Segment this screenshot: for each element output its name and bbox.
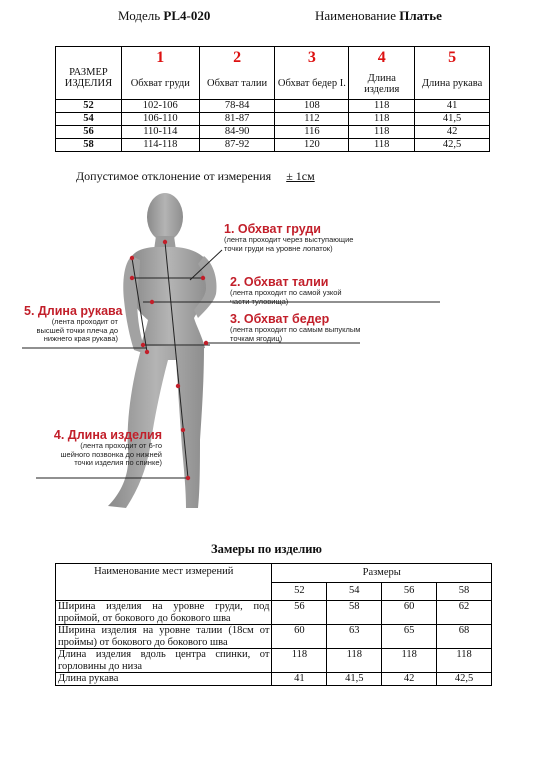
value-cell: 110-114	[121, 126, 199, 139]
table-row	[56, 139, 490, 152]
value-cell: 116	[275, 126, 349, 139]
size-table	[55, 46, 490, 152]
measurements-title: Замеры по изделию	[211, 542, 322, 556]
col-label: Обхват талии	[199, 69, 275, 100]
chest-point	[201, 276, 205, 280]
sleeve-label-desc: высшей точки плеча до	[36, 325, 118, 335]
col-label: Длина рукава	[415, 69, 490, 100]
model-heading	[118, 8, 210, 24]
value-cell: 41,5	[415, 113, 490, 126]
corner-label-line2: ИЗДЕЛИЯ	[64, 78, 113, 89]
value-cell: 81-87	[199, 113, 275, 126]
measurement-value: 41,5	[327, 673, 382, 686]
measurement-value: 60	[382, 601, 437, 625]
measurement-value: 65	[382, 625, 437, 649]
col-number: 1	[121, 47, 199, 70]
length-point	[181, 428, 185, 432]
value-cell: 108	[275, 100, 349, 113]
table-row	[56, 113, 490, 126]
length-label-title: 4. Длина изделия	[53, 428, 162, 442]
value-cell: 118	[349, 100, 415, 113]
hip-point	[141, 343, 145, 347]
col-number: 3	[275, 47, 349, 70]
table-row	[56, 673, 492, 686]
col-number: 2	[199, 47, 275, 70]
measurement-value: 41	[272, 673, 327, 686]
silhouette-head	[147, 193, 183, 241]
size-header-cell: 54	[327, 582, 382, 601]
chest-label-title: 1. Обхват груди	[224, 222, 321, 236]
value-cell: 78-84	[199, 100, 275, 113]
measurement-value: 118	[272, 649, 327, 673]
col-label: Обхват бедер I.	[275, 69, 349, 100]
col-number: 5	[415, 47, 490, 70]
value-cell: 120	[275, 139, 349, 152]
hips-label	[230, 312, 360, 343]
table-row	[56, 601, 492, 625]
measurement-value: 68	[437, 625, 492, 649]
chest-label	[224, 222, 353, 253]
chest-label-desc: точки груди на уровне лопаток)	[224, 243, 333, 253]
measurement-value: 63	[327, 625, 382, 649]
size-corner-header	[56, 47, 122, 100]
size-cell: 58	[56, 139, 122, 152]
measurement-value: 118	[437, 649, 492, 673]
sleeve-end-point	[145, 350, 149, 354]
col-label: Длина изделия	[349, 69, 415, 100]
size-header-cell: 52	[272, 582, 327, 601]
waist-point	[150, 300, 154, 304]
size-cell: 54	[56, 113, 122, 126]
measurement-label: Длина изделия вдоль центра спинки, от горловины до низа	[56, 649, 272, 673]
chest-label-desc: (лента проходит через выступающие	[224, 235, 354, 244]
size-header-cell: 56	[382, 582, 437, 601]
value-cell: 118	[349, 139, 415, 152]
value-cell: 84-90	[199, 126, 275, 139]
value-cell: 118	[349, 126, 415, 139]
length-label-desc: шейного позвонка до нижней	[60, 449, 162, 459]
tolerance-value: ± 1см	[286, 169, 315, 183]
measurement-figure	[0, 190, 533, 520]
value-cell: 112	[275, 113, 349, 126]
waist-label-desc: части туловища)	[230, 296, 289, 306]
sleeve-label	[24, 304, 123, 344]
hem-point	[186, 476, 190, 480]
value-cell: 118	[349, 113, 415, 126]
measurement-value: 118	[382, 649, 437, 673]
chest-point	[130, 276, 134, 280]
sleeve-label-desc: (лента проходит от	[51, 317, 118, 326]
value-cell: 106-110	[121, 113, 199, 126]
tolerance-note	[76, 169, 315, 184]
tolerance-text: Допустимое отклонение от измерения	[76, 169, 272, 183]
model-label: Модель	[118, 8, 161, 23]
hips-label-desc: точкам ягодиц)	[230, 333, 283, 343]
table-row	[56, 625, 492, 649]
waist-label-title: 2. Обхват талии	[230, 275, 329, 289]
length-label-desc: (лента проходит от 6-го	[80, 441, 162, 450]
length-point	[176, 384, 180, 388]
length-label	[44, 428, 162, 468]
measurement-name-header: Наименование мест измерений	[56, 564, 272, 601]
col-number: 4	[349, 47, 415, 70]
measurements-table	[55, 563, 492, 686]
measurement-label: Ширина изделия на уровне талии (18см от проймы) от бокового до бокового шва	[56, 625, 272, 649]
measurement-value: 42,5	[437, 673, 492, 686]
col-label: Обхват груди	[121, 69, 199, 100]
name-label: Наименование	[315, 8, 396, 23]
waist-label-desc: (лента проходит по самой узкой	[230, 288, 342, 297]
table-row	[56, 126, 490, 139]
measurement-label: Ширина изделия на уровне груди, под проймой, от бокового до бокового шва	[56, 601, 272, 625]
measurement-label: Длина рукава	[56, 673, 272, 686]
value-cell: 114-118	[121, 139, 199, 152]
name-value: Платье	[399, 8, 442, 23]
sizes-header: Размеры	[272, 564, 492, 583]
value-cell: 42,5	[415, 139, 490, 152]
table-row	[56, 649, 492, 673]
sleeve-label-title: 5. Длина рукава	[24, 304, 123, 318]
waist-label	[230, 275, 342, 306]
measurement-value: 58	[327, 601, 382, 625]
silhouette-legs	[108, 346, 204, 508]
value-cell: 42	[415, 126, 490, 139]
value-cell: 41	[415, 100, 490, 113]
sleeve-label-desc: нижнего края рукава)	[43, 334, 118, 344]
hips-label-desc: (лента проходит по самым выпуклым	[230, 325, 361, 334]
hips-label-title: 3. Обхват бедер	[230, 312, 330, 326]
measurement-value: 42	[382, 673, 437, 686]
size-cell: 56	[56, 126, 122, 139]
size-cell: 52	[56, 100, 122, 113]
silhouette-torso	[130, 247, 208, 352]
measurement-value: 62	[437, 601, 492, 625]
table-row	[56, 100, 490, 113]
value-cell: 87-92	[199, 139, 275, 152]
hip-point	[204, 341, 208, 345]
measurement-value: 118	[327, 649, 382, 673]
neck-point	[163, 240, 167, 244]
length-label-desc: точки изделия по спинке)	[74, 458, 162, 468]
size-header-cell: 58	[437, 582, 492, 601]
product-name-heading	[315, 8, 442, 24]
shoulder-point	[130, 256, 134, 260]
measurement-value: 60	[272, 625, 327, 649]
value-cell: 102-106	[121, 100, 199, 113]
model-code: PL4-020	[163, 8, 211, 23]
corner-label-line1: РАЗМЕР	[69, 66, 108, 78]
measurement-value: 56	[272, 601, 327, 625]
